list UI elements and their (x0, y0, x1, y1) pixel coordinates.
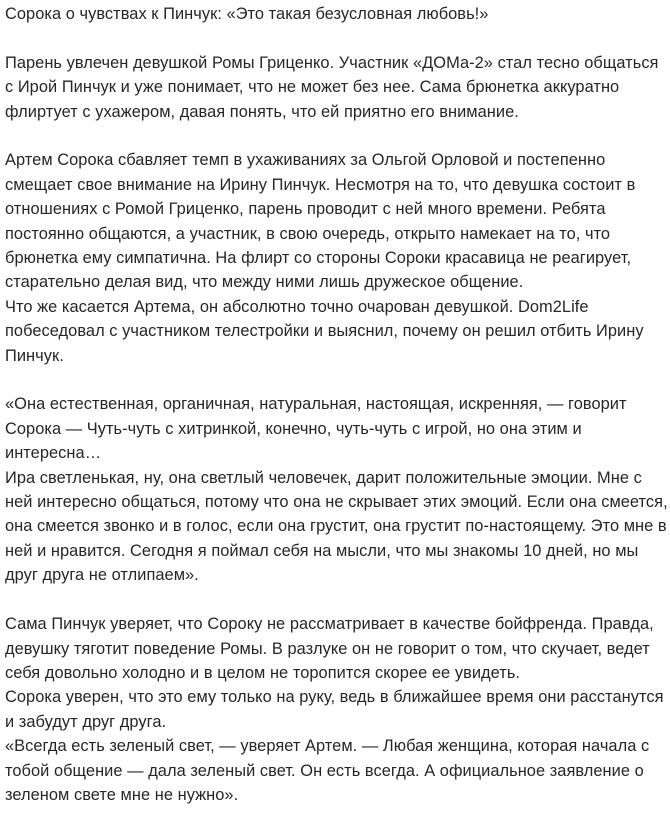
article-quote: Ира светленькая, ну, она светлый человечек, дарит положительные эмоции. Мне с ней интересно общаться, потому что она не скрывает этих эмоций. Если она смеется, она смеется звонко и в голос, если она грустит, она грустит по-настоящему. Это мне в ней и нравится. Сегодня я поймал себя на мысли, что мы знакомы 10 дней, но мы друг друга не отлипаем». (5, 468, 668, 585)
article-paragraph: Сорока уверен, что это ему только на руку, ведь в ближайшее время они расстанутся и забудут друг друга. (5, 688, 664, 731)
article-quote: «Всегда есть зеленый свет, — уверяет Артем. — Любая женщина, которая начала с тобой общение — дала зеленый свет. Он есть всегда. А официальное заявление о зеленом свете мне не нужно». (5, 737, 650, 804)
article-paragraph: Сама Пинчук уверяет, что Сороку не рассматривает в качестве бойфренда. Правда, девушку тяготит поведение Ромы. В разлуке он не говорит о том, что скучает, ведет себя довольно холодно и в целом не торопится скорее ее увидеть. (5, 615, 654, 682)
article-paragraph: Артем Сорока сбавляет темп в ухаживаниях за Ольгой Орловой и постепенно смещает свое внимание на Ирину Пинчук. Несмотря на то, что девушка состоит в отношениях с Ромой Гриценко, парень проводит с ней много времени. Ребята постоянно общаются, а участник, в свою очередь, открыто намекает на то, что брюнетка ему симпатична. На флирт со стороны Сороки красавица не реагирует, старательно делая вид, что между ними лишь дружеское общение. (5, 151, 636, 292)
article-quote: «Она естественная, органичная, натуральная, настоящая, искренняя, — говорит Сорока — Чуть-чуть с хитринкой, конечно, чуть-чуть с игрой, но она этим и интересна… (5, 395, 627, 463)
article-title: Сорока о чувствах к Пинчук: «Это такая безусловная любовь!» (5, 5, 489, 23)
article-paragraph: Что же касается Артема, он абсолютно точно очарован девушкой. Dom2Life побеседовал с участником телестройки и выяснил, почему он решил отбить Ирину Пинчук. (5, 297, 644, 365)
article-paragraph: Парень увлечен девушкой Ромы Гриценко. Участник «ДОМа-2» стал тесно общаться с Ирой Пинчук и уже понимает, что не может без нее. Сама брюнетка аккуратно флиртует с ухажером, давая понять, что ей приятно его внимание. (5, 53, 659, 121)
